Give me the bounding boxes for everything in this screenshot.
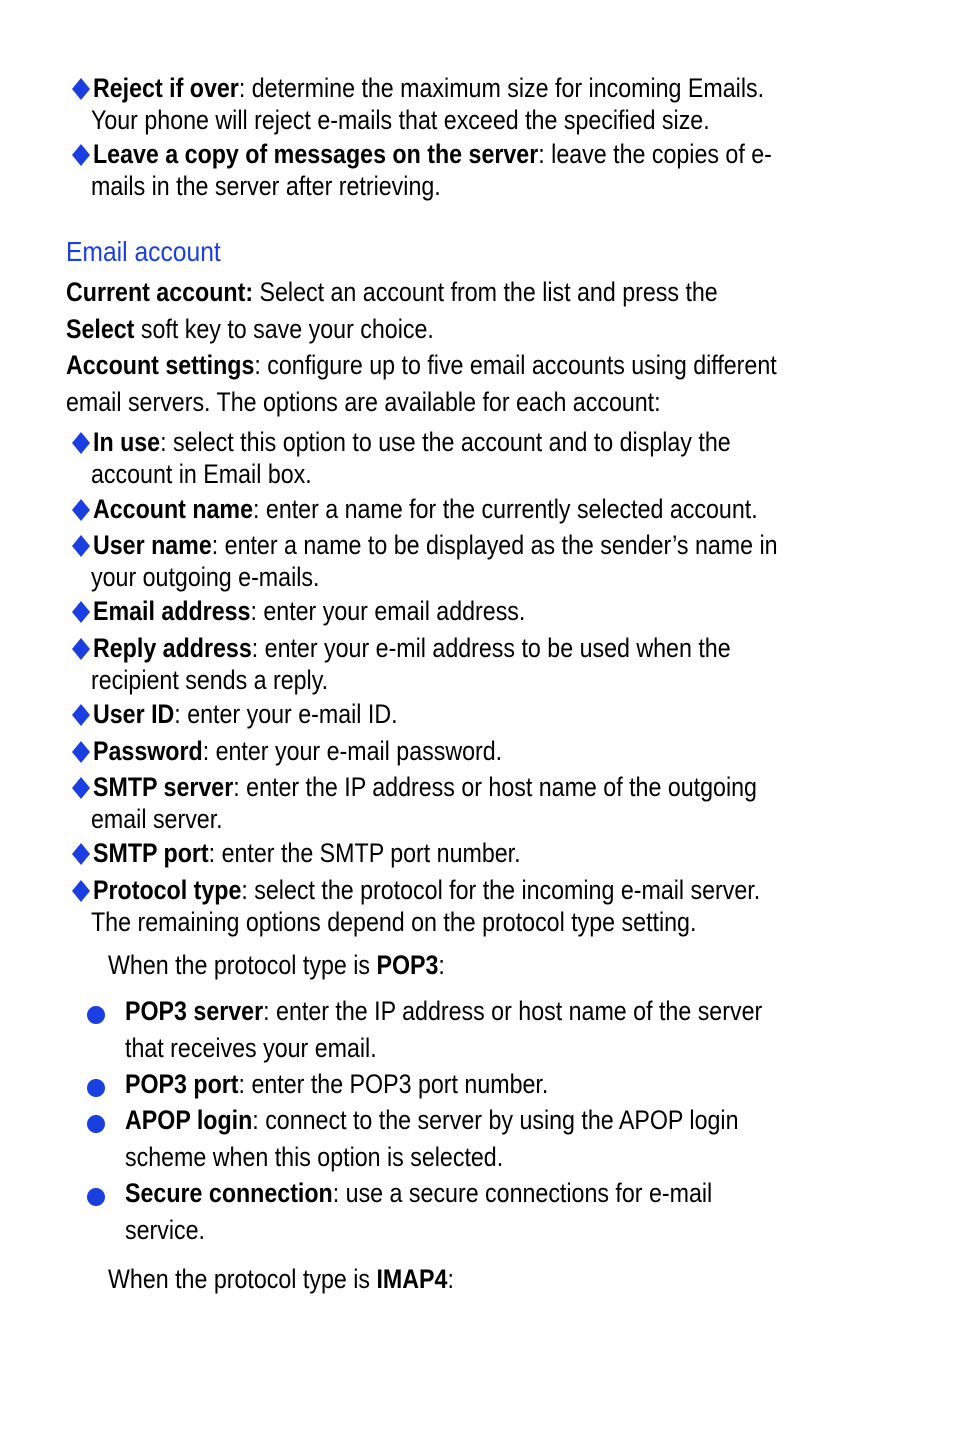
option-continuation — [91, 664, 367, 696]
option-text: : use a secure connections for e-mail — [332, 1178, 713, 1208]
bullet-term: Reject if over — [93, 73, 239, 103]
paragraph-text: soft key to save your choice. — [134, 314, 434, 344]
diamond-bullet-icon — [71, 737, 91, 767]
option-text: your outgoing e-mails. — [91, 562, 320, 592]
pop3-option-apop — [125, 1104, 838, 1136]
option-text: : select the protocol for the incoming e-mail server. — [241, 875, 761, 905]
circle-bullet-icon — [87, 1006, 105, 1024]
diamond-bullet-icon — [71, 428, 91, 458]
option-term: Email address — [93, 596, 251, 626]
intro-suffix: : — [447, 1264, 454, 1294]
circle-bullet-icon — [87, 1079, 105, 1097]
diamond-bullet-icon — [71, 597, 91, 627]
option-text: that receives your email. — [125, 1033, 377, 1063]
option-text: The remaining options depend on the protocol type setting. — [91, 907, 697, 937]
option-term: User name — [93, 530, 212, 560]
bullet-text: mails in the server after retrieving. — [91, 171, 441, 201]
intro-term: POP3 — [376, 950, 439, 980]
option-account-name — [93, 493, 866, 525]
bullet-text: Your phone will reject e-mails that exceed the specified size. — [91, 105, 710, 135]
current-account-paragraph — [66, 276, 824, 308]
pop3-option-secure — [125, 1177, 808, 1209]
option-continuation — [91, 906, 795, 938]
option-term: Password — [93, 736, 203, 766]
paragraph-text: : configure up to five email accounts using different — [254, 350, 777, 380]
option-text: : enter your email address. — [250, 596, 526, 626]
option-text: : enter a name for the currently selected account. — [253, 494, 758, 524]
paragraph-term: Current account: — [66, 277, 254, 307]
intro-text: When the protocol type is — [108, 1264, 377, 1294]
option-continuation — [91, 561, 357, 593]
diamond-bullet-icon — [71, 773, 91, 803]
option-continuation — [91, 458, 348, 490]
option-user-id — [93, 698, 447, 730]
diamond-bullet-icon — [71, 876, 91, 906]
option-smtp-server — [93, 771, 865, 803]
account-settings-continuation — [66, 386, 757, 418]
option-continuation — [125, 1032, 418, 1064]
option-term: Secure connection — [125, 1178, 333, 1208]
option-password — [93, 735, 569, 767]
diamond-bullet-icon — [71, 531, 91, 561]
bullet-reject-if-over — [93, 72, 873, 104]
bullet-continuation — [91, 104, 810, 136]
intro-suffix: : — [438, 950, 445, 980]
option-term: User ID — [93, 699, 175, 729]
paragraph-term: Select — [66, 314, 135, 344]
paragraph-text: email servers. The options are available for each account: — [66, 387, 661, 417]
option-text: : connect to the server by using the APOP login — [252, 1105, 739, 1135]
diamond-bullet-icon — [71, 634, 91, 664]
option-text: service. — [125, 1215, 206, 1245]
option-text: : enter the IP address or host name of the outgoing — [233, 772, 757, 802]
option-text: scheme when this option is selected. — [125, 1142, 504, 1172]
option-email-address — [93, 595, 596, 627]
pop3-option-server — [125, 995, 866, 1027]
option-reply-address — [93, 632, 834, 664]
option-text: : enter your e-mail ID. — [174, 699, 398, 729]
option-text: recipient sends a reply. — [91, 665, 329, 695]
option-term: SMTP port — [93, 838, 209, 868]
bullet-continuation — [91, 170, 498, 202]
option-term: Account name — [93, 494, 254, 524]
diamond-bullet-icon — [71, 140, 91, 170]
option-text: : enter the SMTP port number. — [208, 838, 521, 868]
option-text: : enter the POP3 port number. — [238, 1069, 549, 1099]
intro-term: IMAP4 — [376, 1264, 448, 1294]
diamond-bullet-icon — [71, 839, 91, 869]
option-term: POP3 port — [125, 1069, 239, 1099]
bullet-text: : determine the maximum size for incoming Emails. — [238, 73, 765, 103]
option-user-name — [93, 529, 889, 561]
option-text: : enter your e-mail password. — [202, 736, 503, 766]
option-term: In use — [93, 427, 161, 457]
pop3-option-port — [125, 1068, 617, 1100]
diamond-bullet-icon — [71, 495, 91, 525]
diamond-bullet-icon — [71, 700, 91, 730]
intro-text: When the protocol type is — [108, 950, 377, 980]
option-text: : enter the IP address or host name of the server — [263, 996, 763, 1026]
option-text: email server. — [91, 804, 223, 834]
bullet-leave-copy — [93, 138, 882, 170]
option-text: account in Email box. — [91, 459, 312, 489]
option-term: POP3 server — [125, 996, 264, 1026]
option-text: : enter your e-mil address to be used when the — [251, 633, 731, 663]
option-continuation — [91, 803, 244, 835]
circle-bullet-icon — [87, 1188, 105, 1206]
imap4-intro — [108, 1263, 510, 1295]
option-text: : select this option to use the account and to display the — [160, 427, 731, 457]
option-term: Reply address — [93, 633, 252, 663]
option-term: SMTP server — [93, 772, 234, 802]
paragraph-text: Select an account from the list and press the — [253, 277, 718, 307]
bullet-term: Leave a copy of messages on the server — [93, 139, 539, 169]
current-account-continuation — [66, 313, 494, 345]
pop3-intro — [108, 949, 500, 981]
option-text: : enter a name to be displayed as the sender’s name in — [211, 530, 778, 560]
option-term: Protocol type — [93, 875, 242, 905]
option-continuation — [125, 1214, 218, 1246]
option-protocol-type — [93, 874, 869, 906]
option-term: APOP login — [125, 1105, 253, 1135]
diamond-bullet-icon — [71, 74, 91, 104]
paragraph-term: Account settings — [66, 350, 255, 380]
account-settings-paragraph — [66, 349, 892, 381]
option-continuation — [125, 1141, 565, 1173]
option-smtp-port — [93, 837, 590, 869]
section-title: Email account — [66, 236, 221, 267]
circle-bullet-icon — [87, 1115, 105, 1133]
option-in-use — [93, 426, 834, 458]
bullet-text: : leave the copies of e- — [538, 139, 772, 169]
